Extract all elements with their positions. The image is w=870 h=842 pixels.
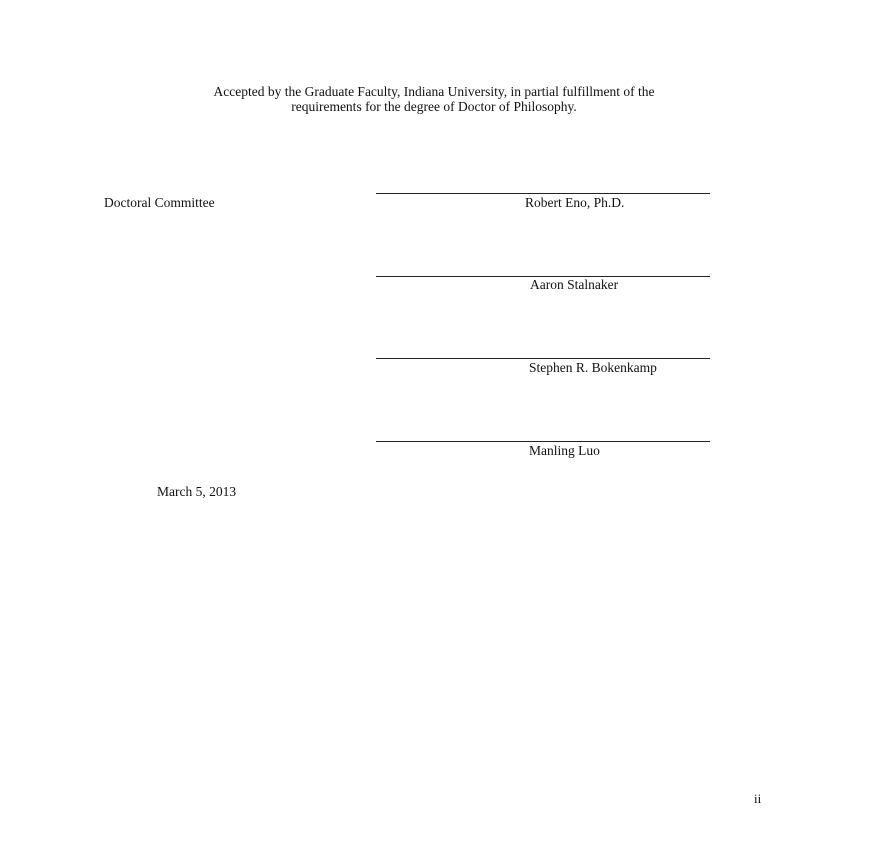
acceptance-statement (120, 84, 748, 114)
signature-line (376, 441, 710, 442)
approval-date: March 5, 2013 (157, 484, 237, 499)
signatory-name: Aaron Stalnaker (530, 277, 619, 292)
signature-line (376, 193, 710, 194)
signatory-name: Robert Eno, Ph.D. (525, 195, 625, 210)
committee-label: Doctoral Committee (104, 195, 215, 210)
signatory-name: Manling Luo (529, 443, 600, 458)
signatory-name: Stephen R. Bokenkamp (529, 360, 657, 375)
page-number: ii (754, 791, 762, 806)
acceptance-line-2: requirements for the degree of Doctor of Philosophy. (291, 99, 577, 114)
acceptance-line-1: Accepted by the Graduate Faculty, Indiana University, in partial fulfillment of the (213, 84, 655, 99)
signature-line (376, 358, 710, 359)
